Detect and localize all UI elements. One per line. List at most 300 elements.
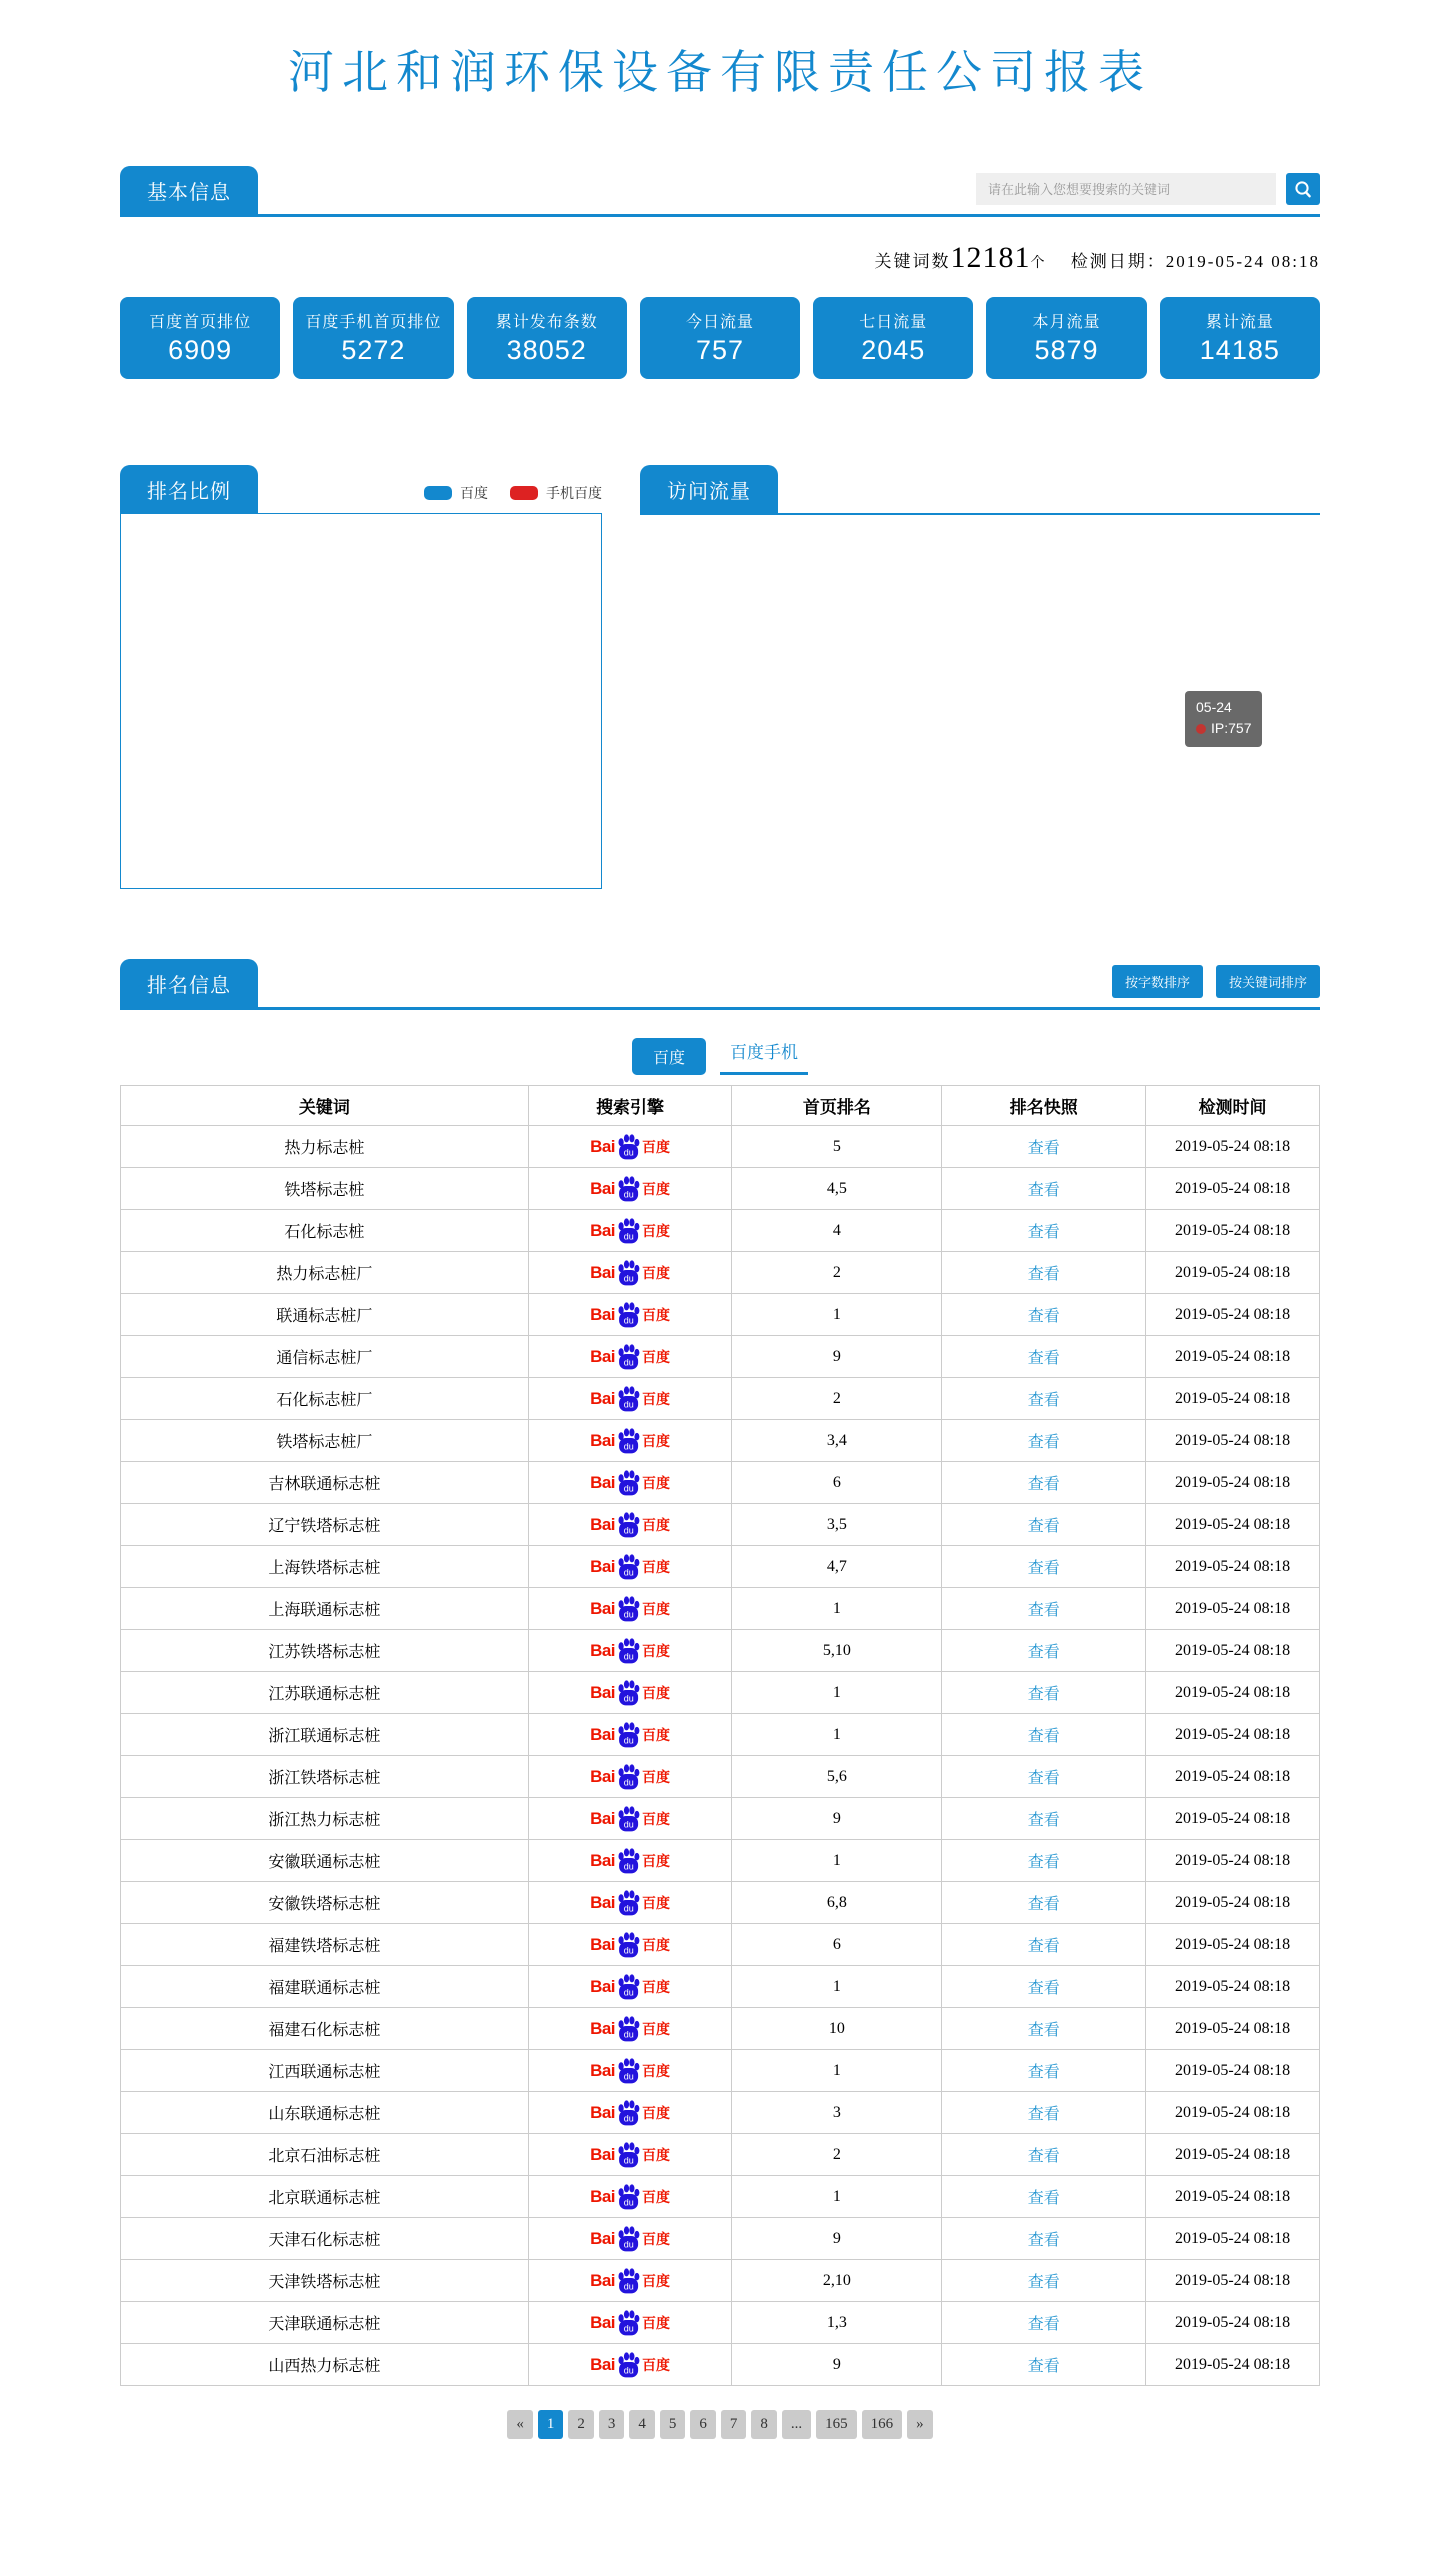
engine-cell bbox=[528, 2050, 732, 2092]
rank-ratio-head bbox=[120, 465, 602, 513]
baidu-logo bbox=[590, 1428, 670, 1454]
stat-card bbox=[640, 297, 800, 379]
baidu-logo-du: du bbox=[623, 2071, 634, 2082]
baidu-logo bbox=[590, 1974, 670, 2000]
table-row bbox=[121, 1462, 1320, 1504]
baidu-logo-cn: 百度 bbox=[642, 1642, 671, 1659]
snapshot-cell bbox=[942, 1462, 1146, 1504]
stat-card bbox=[467, 297, 627, 379]
baidu-logo-cn: 百度 bbox=[642, 1222, 671, 1239]
time-cell: 2019-05-24 08:18 bbox=[1146, 2218, 1320, 2260]
baidu-logo-du: du bbox=[623, 1441, 634, 1452]
time-cell: 2019-05-24 08:18 bbox=[1146, 1924, 1320, 1966]
baidu-paw-icon bbox=[615, 1134, 642, 1160]
baidu-paw-icon bbox=[615, 2058, 642, 2084]
baidu-logo bbox=[590, 1722, 670, 1748]
table-row bbox=[121, 1924, 1320, 1966]
chart-tooltip bbox=[1185, 691, 1262, 747]
snapshot-cell bbox=[942, 2218, 1146, 2260]
baidu-paw-icon bbox=[615, 1428, 642, 1454]
baidu-logo-cn: 百度 bbox=[642, 1936, 671, 1953]
keyword-cell: 上海联通标志桩 bbox=[121, 1588, 529, 1630]
engine-tab-baidu[interactable]: 百度 bbox=[632, 1038, 706, 1075]
view-link[interactable]: 查看 bbox=[1027, 1434, 1060, 1451]
sort-button[interactable]: 按关键词排序 bbox=[1216, 965, 1320, 998]
engine-cell bbox=[528, 1588, 732, 1630]
keyword-cell: 联通标志桩厂 bbox=[121, 1294, 529, 1336]
rank-cell: 3,4 bbox=[732, 1420, 942, 1462]
table-row bbox=[121, 1756, 1320, 1798]
baidu-paw-icon bbox=[615, 2142, 642, 2168]
stat-card-value: 5879 bbox=[1034, 335, 1099, 365]
baidu-logo-cn: 百度 bbox=[642, 1978, 671, 1995]
legend-item[interactable] bbox=[510, 483, 602, 503]
stat-card-value: 5272 bbox=[341, 335, 406, 365]
engine-cell bbox=[528, 1210, 732, 1252]
baidu-logo bbox=[590, 1386, 670, 1412]
legend-label: 百度 bbox=[460, 485, 488, 501]
rank-cell: 10 bbox=[732, 2008, 942, 2050]
baidu-logo-du: du bbox=[623, 2029, 634, 2040]
baidu-logo-du: du bbox=[623, 2113, 634, 2124]
baidu-logo bbox=[590, 2226, 670, 2252]
baidu-logo bbox=[590, 1260, 670, 1286]
detect-date-label: 检测日期： bbox=[1070, 252, 1166, 271]
baidu-logo-bai: Bai bbox=[590, 1725, 616, 1744]
rank-cell: 2 bbox=[732, 1378, 942, 1420]
view-link[interactable]: 查看 bbox=[1027, 2358, 1060, 2375]
rank-cell: 1 bbox=[732, 1588, 942, 1630]
rank-ratio-panel bbox=[120, 465, 602, 891]
baidu-logo-du: du bbox=[623, 2281, 634, 2292]
baidu-logo-cn: 百度 bbox=[642, 2230, 671, 2247]
keyword-cell: 石化标志桩厂 bbox=[121, 1378, 529, 1420]
baidu-logo-bai: Bai bbox=[590, 2229, 616, 2248]
snapshot-cell bbox=[942, 2176, 1146, 2218]
view-link[interactable]: 查看 bbox=[1027, 1518, 1060, 1535]
keyword-cell: 天津铁塔标志桩 bbox=[121, 2260, 529, 2302]
baidu-logo-bai: Bai bbox=[590, 2145, 616, 2164]
baidu-paw-icon bbox=[615, 2352, 642, 2378]
view-link[interactable]: 查看 bbox=[1027, 2064, 1060, 2081]
stat-card-label: 七日流量 bbox=[859, 314, 928, 331]
view-link[interactable]: 查看 bbox=[1027, 2148, 1060, 2165]
view-link[interactable]: 查看 bbox=[1027, 2274, 1060, 2291]
baidu-logo bbox=[590, 2184, 670, 2210]
engine-tab-baidu-mobile[interactable]: 百度手机 bbox=[720, 1034, 808, 1075]
rank-cell: 3 bbox=[732, 2092, 942, 2134]
baidu-logo-bai: Bai bbox=[590, 1137, 616, 1156]
baidu-logo-bai: Bai bbox=[590, 2061, 616, 2080]
view-link[interactable]: 查看 bbox=[1027, 1350, 1060, 1367]
stat-card-value: 2045 bbox=[861, 335, 926, 365]
table-body bbox=[121, 1126, 1320, 2386]
snapshot-cell bbox=[942, 1546, 1146, 1588]
header-time: 检测时间 bbox=[1146, 1086, 1320, 1126]
baidu-logo-cn: 百度 bbox=[642, 2272, 671, 2289]
view-link[interactable]: 查看 bbox=[1027, 1602, 1060, 1619]
time-cell: 2019-05-24 08:18 bbox=[1146, 1462, 1320, 1504]
table-row bbox=[121, 2050, 1320, 2092]
time-cell: 2019-05-24 08:18 bbox=[1146, 1672, 1320, 1714]
keyword-cell: 山东联通标志桩 bbox=[121, 2092, 529, 2134]
page-button[interactable]: ... bbox=[782, 2410, 811, 2439]
header-rank: 首页排名 bbox=[732, 1086, 942, 1126]
table-row bbox=[121, 2134, 1320, 2176]
search-button[interactable] bbox=[1286, 173, 1320, 205]
engine-cell bbox=[528, 1336, 732, 1378]
time-cell: 2019-05-24 08:18 bbox=[1146, 1294, 1320, 1336]
baidu-logo-bai: Bai bbox=[590, 1179, 616, 1198]
baidu-paw-icon bbox=[615, 1932, 642, 1958]
engine-cell bbox=[528, 2092, 732, 2134]
time-cell: 2019-05-24 08:18 bbox=[1146, 2176, 1320, 2218]
snapshot-cell bbox=[942, 2344, 1146, 2386]
baidu-logo-bai: Bai bbox=[590, 2103, 616, 2122]
rank-cell: 1 bbox=[732, 2050, 942, 2092]
view-link[interactable]: 查看 bbox=[1027, 1140, 1060, 1157]
view-link[interactable]: 查看 bbox=[1027, 2316, 1060, 2333]
keyword-cell: 辽宁铁塔标志桩 bbox=[121, 1504, 529, 1546]
traffic-head bbox=[640, 465, 1320, 515]
keyword-count-value: 12181 bbox=[950, 241, 1031, 274]
baidu-logo-bai: Bai bbox=[590, 1809, 616, 1828]
legend-item[interactable] bbox=[424, 483, 488, 503]
baidu-logo bbox=[590, 2142, 670, 2168]
time-cell: 2019-05-24 08:18 bbox=[1146, 1504, 1320, 1546]
baidu-logo bbox=[590, 1554, 670, 1580]
snapshot-cell bbox=[942, 1294, 1146, 1336]
baidu-logo-du: du bbox=[623, 1357, 634, 1368]
keyword-cell: 铁塔标志桩 bbox=[121, 1168, 529, 1210]
engine-cell bbox=[528, 2008, 732, 2050]
snapshot-cell bbox=[942, 2134, 1146, 2176]
snapshot-cell bbox=[942, 1630, 1146, 1672]
engine-cell bbox=[528, 2218, 732, 2260]
baidu-logo-du: du bbox=[623, 2155, 634, 2166]
baidu-paw-icon bbox=[615, 1512, 642, 1538]
stat-card-value: 757 bbox=[695, 335, 745, 365]
keyword-cell: 北京联通标志桩 bbox=[121, 2176, 529, 2218]
table-row bbox=[121, 1546, 1320, 1588]
stat-card-value: 38052 bbox=[506, 335, 587, 365]
table-row bbox=[121, 1630, 1320, 1672]
view-link[interactable]: 查看 bbox=[1027, 1224, 1060, 1241]
baidu-logo-du: du bbox=[623, 1567, 634, 1578]
rank-cell: 1 bbox=[732, 2176, 942, 2218]
baidu-logo-cn: 百度 bbox=[642, 2356, 671, 2373]
engine-cell bbox=[528, 2176, 732, 2218]
view-link[interactable]: 查看 bbox=[1027, 1980, 1060, 1997]
view-link[interactable]: 查看 bbox=[1027, 1392, 1060, 1409]
time-cell: 2019-05-24 08:18 bbox=[1146, 1966, 1320, 2008]
time-cell: 2019-05-24 08:18 bbox=[1146, 1252, 1320, 1294]
page-button[interactable]: 166 bbox=[862, 2410, 903, 2439]
rank-table bbox=[120, 1085, 1320, 2386]
snapshot-cell bbox=[942, 1126, 1146, 1168]
baidu-logo-du: du bbox=[623, 1861, 634, 1872]
view-link[interactable]: 查看 bbox=[1027, 1854, 1060, 1871]
rank-cell: 4 bbox=[732, 1210, 942, 1252]
page-button[interactable]: 8 bbox=[751, 2410, 777, 2439]
time-cell: 2019-05-24 08:18 bbox=[1146, 2134, 1320, 2176]
view-link[interactable]: 查看 bbox=[1027, 1182, 1060, 1199]
page-button[interactable]: « bbox=[507, 2410, 533, 2439]
rank-cell: 5,10 bbox=[732, 1630, 942, 1672]
basic-info-bar bbox=[120, 170, 1320, 217]
engine-cell bbox=[528, 1420, 732, 1462]
baidu-logo-cn: 百度 bbox=[642, 1894, 671, 1911]
baidu-paw-icon bbox=[615, 1554, 642, 1580]
page-button[interactable]: 1 bbox=[538, 2410, 564, 2439]
time-cell: 2019-05-24 08:18 bbox=[1146, 1798, 1320, 1840]
view-link[interactable]: 查看 bbox=[1027, 2022, 1060, 2039]
tooltip-series-dot bbox=[1196, 724, 1206, 734]
keyword-cell: 铁塔标志桩厂 bbox=[121, 1420, 529, 1462]
rank-cell: 4,5 bbox=[732, 1168, 942, 1210]
page-button[interactable]: 4 bbox=[629, 2410, 655, 2439]
baidu-logo-cn: 百度 bbox=[642, 1180, 671, 1197]
view-link[interactable]: 查看 bbox=[1027, 1770, 1060, 1787]
engine-cell bbox=[528, 1168, 732, 1210]
tab-traffic: 访问流量 bbox=[640, 465, 778, 513]
stat-cards bbox=[120, 297, 1320, 379]
time-cell: 2019-05-24 08:18 bbox=[1146, 1630, 1320, 1672]
rank-cell: 6 bbox=[732, 1924, 942, 1966]
engine-cell bbox=[528, 1252, 732, 1294]
snapshot-cell bbox=[942, 2008, 1146, 2050]
keyword-cell: 浙江热力标志桩 bbox=[121, 1798, 529, 1840]
time-cell: 2019-05-24 08:18 bbox=[1146, 1840, 1320, 1882]
engine-tabs bbox=[120, 1034, 1320, 1075]
snapshot-cell bbox=[942, 2302, 1146, 2344]
baidu-logo-bai: Bai bbox=[590, 1473, 616, 1492]
view-link[interactable]: 查看 bbox=[1027, 1266, 1060, 1283]
search-input[interactable] bbox=[976, 173, 1276, 205]
baidu-logo-du: du bbox=[623, 1525, 634, 1536]
view-link[interactable]: 查看 bbox=[1027, 1308, 1060, 1325]
baidu-logo bbox=[590, 2100, 670, 2126]
table-row bbox=[121, 1420, 1320, 1462]
table-row bbox=[121, 1126, 1320, 1168]
baidu-logo bbox=[590, 1218, 670, 1244]
baidu-logo-cn: 百度 bbox=[642, 2104, 671, 2121]
page-button[interactable]: 6 bbox=[690, 2410, 716, 2439]
keyword-cell: 江苏联通标志桩 bbox=[121, 1672, 529, 1714]
page-button[interactable]: 3 bbox=[599, 2410, 625, 2439]
stat-card-value: 6909 bbox=[168, 335, 233, 365]
baidu-logo-cn: 百度 bbox=[642, 1516, 671, 1533]
snapshot-cell bbox=[942, 1672, 1146, 1714]
view-link[interactable]: 查看 bbox=[1027, 1938, 1060, 1955]
keyword-cell: 热力标志桩厂 bbox=[121, 1252, 529, 1294]
baidu-logo-cn: 百度 bbox=[642, 1306, 671, 1323]
rank-cell: 9 bbox=[732, 1798, 942, 1840]
view-link[interactable]: 查看 bbox=[1027, 1686, 1060, 1703]
time-cell: 2019-05-24 08:18 bbox=[1146, 1126, 1320, 1168]
snapshot-cell bbox=[942, 1840, 1146, 1882]
engine-cell bbox=[528, 1840, 732, 1882]
time-cell: 2019-05-24 08:18 bbox=[1146, 1588, 1320, 1630]
baidu-logo-cn: 百度 bbox=[642, 2020, 671, 2037]
baidu-logo-du: du bbox=[623, 1231, 634, 1242]
rank-ratio-chart-area bbox=[120, 513, 602, 889]
rank-cell: 3,5 bbox=[732, 1504, 942, 1546]
stat-card bbox=[120, 297, 280, 379]
view-link[interactable]: 查看 bbox=[1027, 1560, 1060, 1577]
table-row bbox=[121, 2218, 1320, 2260]
snapshot-cell bbox=[942, 1966, 1146, 2008]
baidu-logo-du: du bbox=[623, 1147, 634, 1158]
baidu-logo bbox=[590, 2058, 670, 2084]
baidu-logo bbox=[590, 1302, 670, 1328]
tab-rank-ratio: 排名比例 bbox=[120, 465, 258, 513]
baidu-logo-cn: 百度 bbox=[642, 2188, 671, 2205]
baidu-logo-cn: 百度 bbox=[642, 1474, 671, 1491]
baidu-logo bbox=[590, 2016, 670, 2042]
view-link[interactable]: 查看 bbox=[1027, 1476, 1060, 1493]
baidu-logo-bai: Bai bbox=[590, 1347, 616, 1366]
engine-cell bbox=[528, 1882, 732, 1924]
baidu-logo-cn: 百度 bbox=[642, 1432, 671, 1449]
view-link[interactable]: 查看 bbox=[1027, 2190, 1060, 2207]
keyword-count-label: 关键词数 bbox=[874, 252, 951, 271]
rank-cell: 1,3 bbox=[732, 2302, 942, 2344]
engine-cell bbox=[528, 2344, 732, 2386]
baidu-logo-bai: Bai bbox=[590, 1515, 616, 1534]
baidu-paw-icon bbox=[615, 1890, 642, 1916]
engine-cell bbox=[528, 1630, 732, 1672]
time-cell: 2019-05-24 08:18 bbox=[1146, 1882, 1320, 1924]
stat-card-label: 累计流量 bbox=[1205, 314, 1274, 331]
page-button[interactable]: 7 bbox=[721, 2410, 747, 2439]
engine-cell bbox=[528, 1294, 732, 1336]
baidu-logo-du: du bbox=[623, 1609, 634, 1620]
baidu-logo-cn: 百度 bbox=[642, 1558, 671, 1575]
stat-card bbox=[986, 297, 1146, 379]
keyword-cell: 浙江铁塔标志桩 bbox=[121, 1756, 529, 1798]
view-link[interactable]: 查看 bbox=[1027, 1812, 1060, 1829]
baidu-logo-bai: Bai bbox=[590, 1935, 616, 1954]
tab-rank-info: 排名信息 bbox=[120, 959, 258, 1007]
table-row bbox=[121, 2008, 1320, 2050]
detect-date-value: 2019-05-24 08:18 bbox=[1165, 252, 1320, 271]
time-cell: 2019-05-24 08:18 bbox=[1146, 1378, 1320, 1420]
baidu-logo-bai: Bai bbox=[590, 1431, 616, 1450]
stat-card-value: 14185 bbox=[1199, 335, 1280, 365]
rank-cell: 2 bbox=[732, 1252, 942, 1294]
engine-cell bbox=[528, 2134, 732, 2176]
baidu-paw-icon bbox=[615, 1764, 642, 1790]
view-link[interactable]: 查看 bbox=[1027, 1644, 1060, 1661]
baidu-paw-icon bbox=[615, 1470, 642, 1496]
table-row bbox=[121, 1504, 1320, 1546]
tooltip-value: IP:757 bbox=[1211, 720, 1252, 736]
baidu-logo-du: du bbox=[623, 1315, 634, 1326]
baidu-logo-bai: Bai bbox=[590, 1263, 616, 1282]
rank-cell: 6 bbox=[732, 1462, 942, 1504]
baidu-logo-cn: 百度 bbox=[642, 1264, 671, 1281]
rank-cell: 1 bbox=[732, 1714, 942, 1756]
baidu-logo-du: du bbox=[623, 2365, 634, 2376]
baidu-logo-du: du bbox=[623, 1945, 634, 1956]
page-button[interactable]: 165 bbox=[816, 2410, 857, 2439]
table-row bbox=[121, 1210, 1320, 1252]
view-link[interactable]: 查看 bbox=[1027, 2106, 1060, 2123]
baidu-paw-icon bbox=[615, 2226, 642, 2252]
snapshot-cell bbox=[942, 1882, 1146, 1924]
baidu-paw-icon bbox=[615, 1596, 642, 1622]
keyword-cell: 江西联通标志桩 bbox=[121, 2050, 529, 2092]
baidu-logo-bai: Bai bbox=[590, 1305, 616, 1324]
sort-button[interactable]: 按字数排序 bbox=[1112, 965, 1203, 998]
stat-card bbox=[293, 297, 453, 379]
baidu-paw-icon bbox=[615, 2100, 642, 2126]
keyword-cell: 福建石化标志桩 bbox=[121, 2008, 529, 2050]
rank-cell: 5,6 bbox=[732, 1756, 942, 1798]
baidu-logo-bai: Bai bbox=[590, 2271, 616, 2290]
view-link[interactable]: 查看 bbox=[1027, 2232, 1060, 2249]
baidu-logo-du: du bbox=[623, 1651, 634, 1662]
baidu-logo-bai: Bai bbox=[590, 1389, 616, 1408]
rank-cell: 5 bbox=[732, 1126, 942, 1168]
time-cell: 2019-05-24 08:18 bbox=[1146, 2260, 1320, 2302]
page-button[interactable]: » bbox=[907, 2410, 933, 2439]
table-row bbox=[121, 2092, 1320, 2134]
page-button[interactable]: 5 bbox=[660, 2410, 686, 2439]
baidu-paw-icon bbox=[615, 2184, 642, 2210]
meta-line bbox=[120, 241, 1320, 275]
baidu-logo-cn: 百度 bbox=[642, 2062, 671, 2079]
view-link[interactable]: 查看 bbox=[1027, 1728, 1060, 1745]
baidu-logo bbox=[590, 1932, 670, 1958]
snapshot-cell bbox=[942, 1798, 1146, 1840]
ratio-legend bbox=[402, 483, 602, 503]
table-row bbox=[121, 1168, 1320, 1210]
keyword-cell: 石化标志桩 bbox=[121, 1210, 529, 1252]
header-snapshot: 排名快照 bbox=[942, 1086, 1146, 1126]
baidu-paw-icon bbox=[615, 1848, 642, 1874]
stat-card-label: 累计发布条数 bbox=[495, 314, 598, 331]
page-button[interactable]: 2 bbox=[568, 2410, 594, 2439]
baidu-paw-icon bbox=[615, 1680, 642, 1706]
baidu-logo-bai: Bai bbox=[590, 1893, 616, 1912]
header-engine: 搜索引擎 bbox=[528, 1086, 732, 1126]
time-cell: 2019-05-24 08:18 bbox=[1146, 2344, 1320, 2386]
traffic-panel bbox=[640, 465, 1320, 891]
baidu-logo-bai: Bai bbox=[590, 1977, 616, 1996]
keyword-cell: 福建联通标志桩 bbox=[121, 1966, 529, 2008]
keyword-cell: 天津石化标志桩 bbox=[121, 2218, 529, 2260]
snapshot-cell bbox=[942, 2260, 1146, 2302]
table-row bbox=[121, 1798, 1320, 1840]
time-cell: 2019-05-24 08:18 bbox=[1146, 1336, 1320, 1378]
view-link[interactable]: 查看 bbox=[1027, 1896, 1060, 1913]
baidu-logo-du: du bbox=[623, 1483, 634, 1494]
baidu-paw-icon bbox=[615, 1974, 642, 2000]
tooltip-value-row bbox=[1196, 718, 1251, 739]
engine-cell bbox=[528, 1756, 732, 1798]
rank-cell: 2,10 bbox=[732, 2260, 942, 2302]
baidu-paw-icon bbox=[615, 1386, 642, 1412]
baidu-paw-icon bbox=[615, 1218, 642, 1244]
charts-row bbox=[120, 465, 1320, 891]
time-cell: 2019-05-24 08:18 bbox=[1146, 1546, 1320, 1588]
stat-card bbox=[1160, 297, 1320, 379]
rank-cell: 9 bbox=[732, 2218, 942, 2260]
time-cell: 2019-05-24 08:18 bbox=[1146, 1168, 1320, 1210]
stat-card-label: 今日流量 bbox=[685, 314, 754, 331]
